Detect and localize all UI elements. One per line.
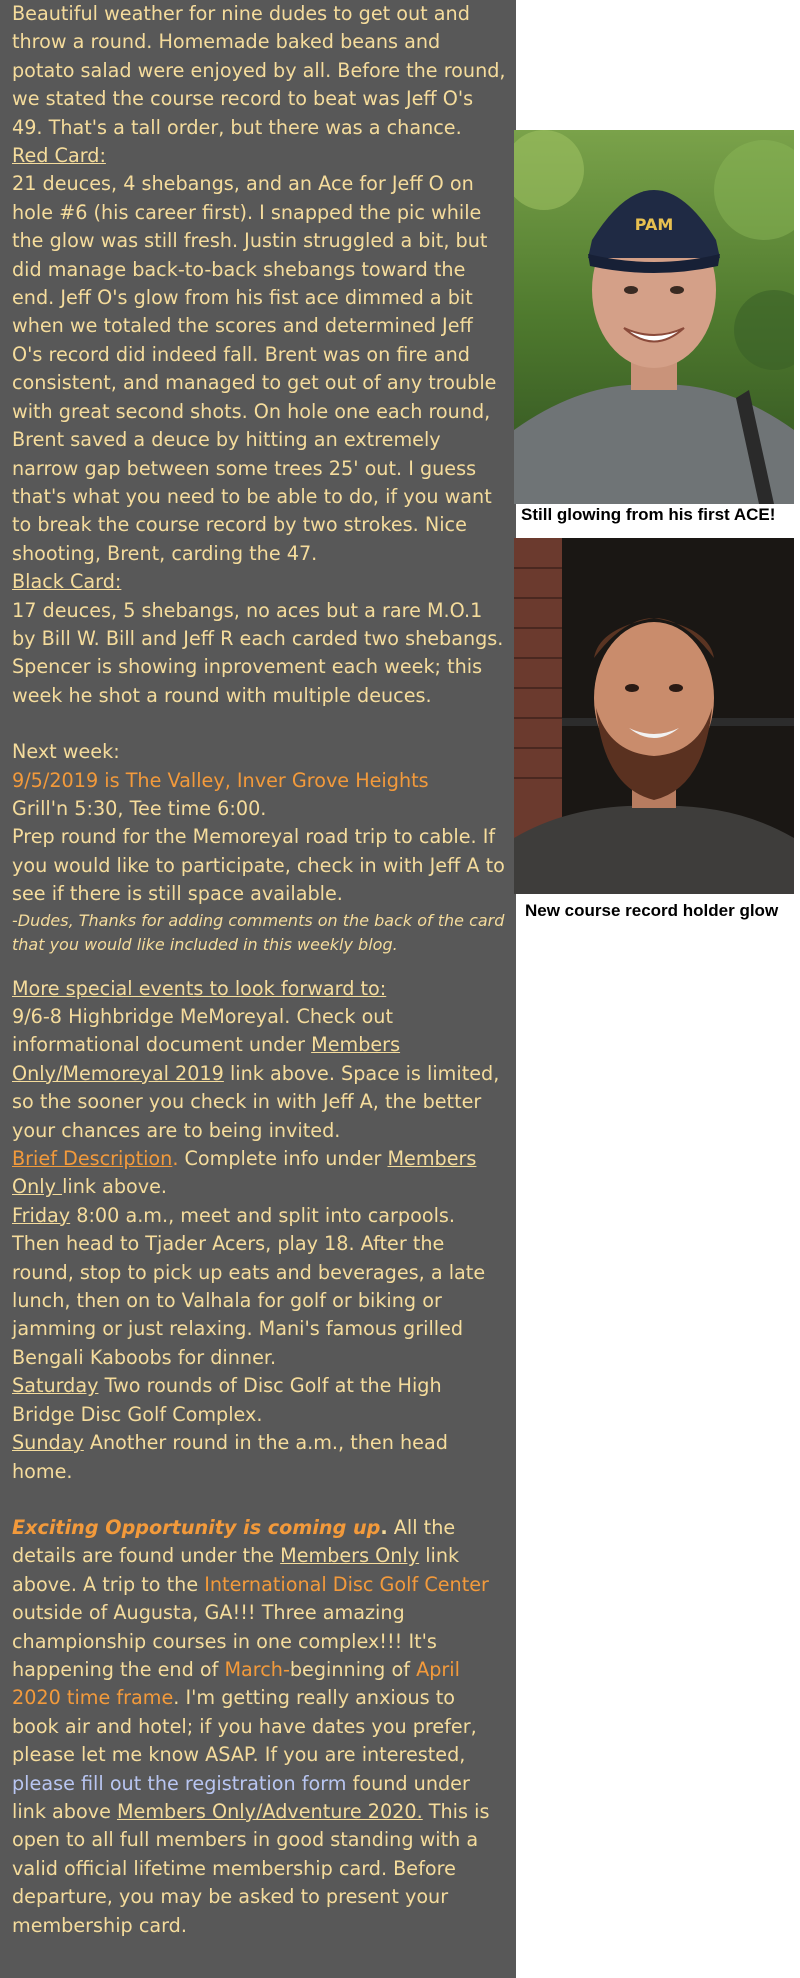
- red-card-body: 21 deuces, 4 shebangs, and an Ace for Jeff O on hole #6 (his career first). I snapped the pic while the glow was still fresh. Justin struggled a bit, but did manage back-to-back shebangs toward the end. Jeff O's glow from his fist ace dimmed a bit when we totaled the scores and determined Jeff O's record did indeed fall. Brent was on fire and consistent, and managed to get out of any trouble with great second shots. On hole one each round, Brent saved a deuce by hitting an extremely narrow gap between some trees 25' out. I guess that's what you need to be able to do, if you want to break the course record by two strokes. Nice shooting, Brent, carding the 47.: [12, 172, 497, 565]
- members-only-link[interactable]: Members Only: [12, 1147, 477, 1199]
- record-holder-photo-caption: New course record holder glow: [525, 901, 779, 920]
- brief-description-link[interactable]: Brief Description: [12, 1147, 173, 1171]
- opportunity-headline: Exciting Opportunity is coming up: [12, 1515, 381, 1539]
- brief-description-paragraph: Brief Description. Complete info under Members Only link above.: [12, 1147, 477, 1199]
- next-week-times: Grill'n 5:30, Tee time 6:00.: [12, 796, 267, 820]
- sunday-label: Sunday: [12, 1431, 84, 1455]
- members-only-link-2[interactable]: Members Only: [280, 1544, 420, 1568]
- cap-logo-text: PAM: [634, 215, 674, 234]
- opportunity-paragraph: Exciting Opportunity is coming up. All the details are found under the Members Only link above. A trip to the International Disc Golf Center outside of Augusta, GA!!! Three amazing championship courses in one complex!!! It's happening the end of March-beginning of April 2020 time frame. I'm getting really anxious to book air and hotel; if you have dates you prefer, please let me know ASAP. If you are interested, please fill out the registration form found under link above Members Only/Adventure 2020. This is open to all full members in good standing with a valid official lifetime membership card. Before departure, you may be asked to present your membership card.: [12, 1515, 490, 1937]
- next-week-course: 9/5/2019 is The Valley, Inver Grove Heights: [12, 768, 429, 792]
- friday-paragraph: Friday 8:00 a.m., meet and split into carpools. Then head to Tjader Acers, play 18. After the round, stop to pick up eats and beverages, a late lunch, then on to Valhala for golf or biking or jamming or just relaxing. Mani's famous grilled Bengali Kaboobs for dinner.: [12, 1203, 486, 1369]
- black-card-body: 17 deuces, 5 shebangs, no aces but a rare M.O.1 by Bill W. Bill and Jeff R each carded two shebangs. Spencer is showing inprovement each week; this week he shot a round with multiple deuces.: [12, 598, 504, 707]
- dudes-note: -Dudes, Thanks for adding comments on the back of the card that you would like included in this weekly blog.: [12, 910, 505, 954]
- saturday-paragraph: Saturday Two rounds of Disc Golf at the High Bridge Disc Golf Complex.: [12, 1374, 442, 1426]
- memoreyal-paragraph: 9/6-8 Highbridge MeMoreyal. Check out informational document under Members Only/Memoreyal 2019 link above. Space is limited, so the sooner you check in with Jeff A, the better your chances are to being invited.: [12, 1005, 500, 1142]
- friday-label: Friday: [12, 1203, 71, 1227]
- saturday-label: Saturday: [12, 1374, 99, 1398]
- registration-form-link[interactable]: please fill out the registration form: [12, 1771, 347, 1795]
- intro-paragraph: Beautiful weather for nine dudes to get out and throw a round. Homemade baked beans and potato salad were enjoyed by all. Before the round, we stated the course record to beat was Jeff O's 49. That's a tall order, but there was a chance.: [12, 2, 506, 139]
- next-week-body: Prep round for the Memoreyal road trip to cable. If you would like to participate, check in with Jeff A to see if there is still space available.: [12, 825, 505, 906]
- special-events-heading: More special events to look forward to:: [12, 976, 387, 1000]
- record-holder-photo: [514, 538, 794, 894]
- ace-photo-caption: Still glowing from his first ACE!: [521, 505, 776, 524]
- ace-photo: [514, 130, 794, 504]
- sunday-paragraph: Sunday Another round in the a.m., then head home.: [12, 1431, 448, 1483]
- red-card-heading: Red Card:: [12, 144, 106, 168]
- idgc-text: International Disc Golf Center: [204, 1572, 489, 1596]
- next-week-heading: Next week:: [12, 740, 120, 764]
- memoreyal-link[interactable]: Members Only/Memoreyal 2019: [12, 1033, 401, 1085]
- black-card-heading: Black Card:: [12, 570, 122, 594]
- adventure-2020-link[interactable]: Members Only/Adventure 2020.: [116, 1799, 423, 1823]
